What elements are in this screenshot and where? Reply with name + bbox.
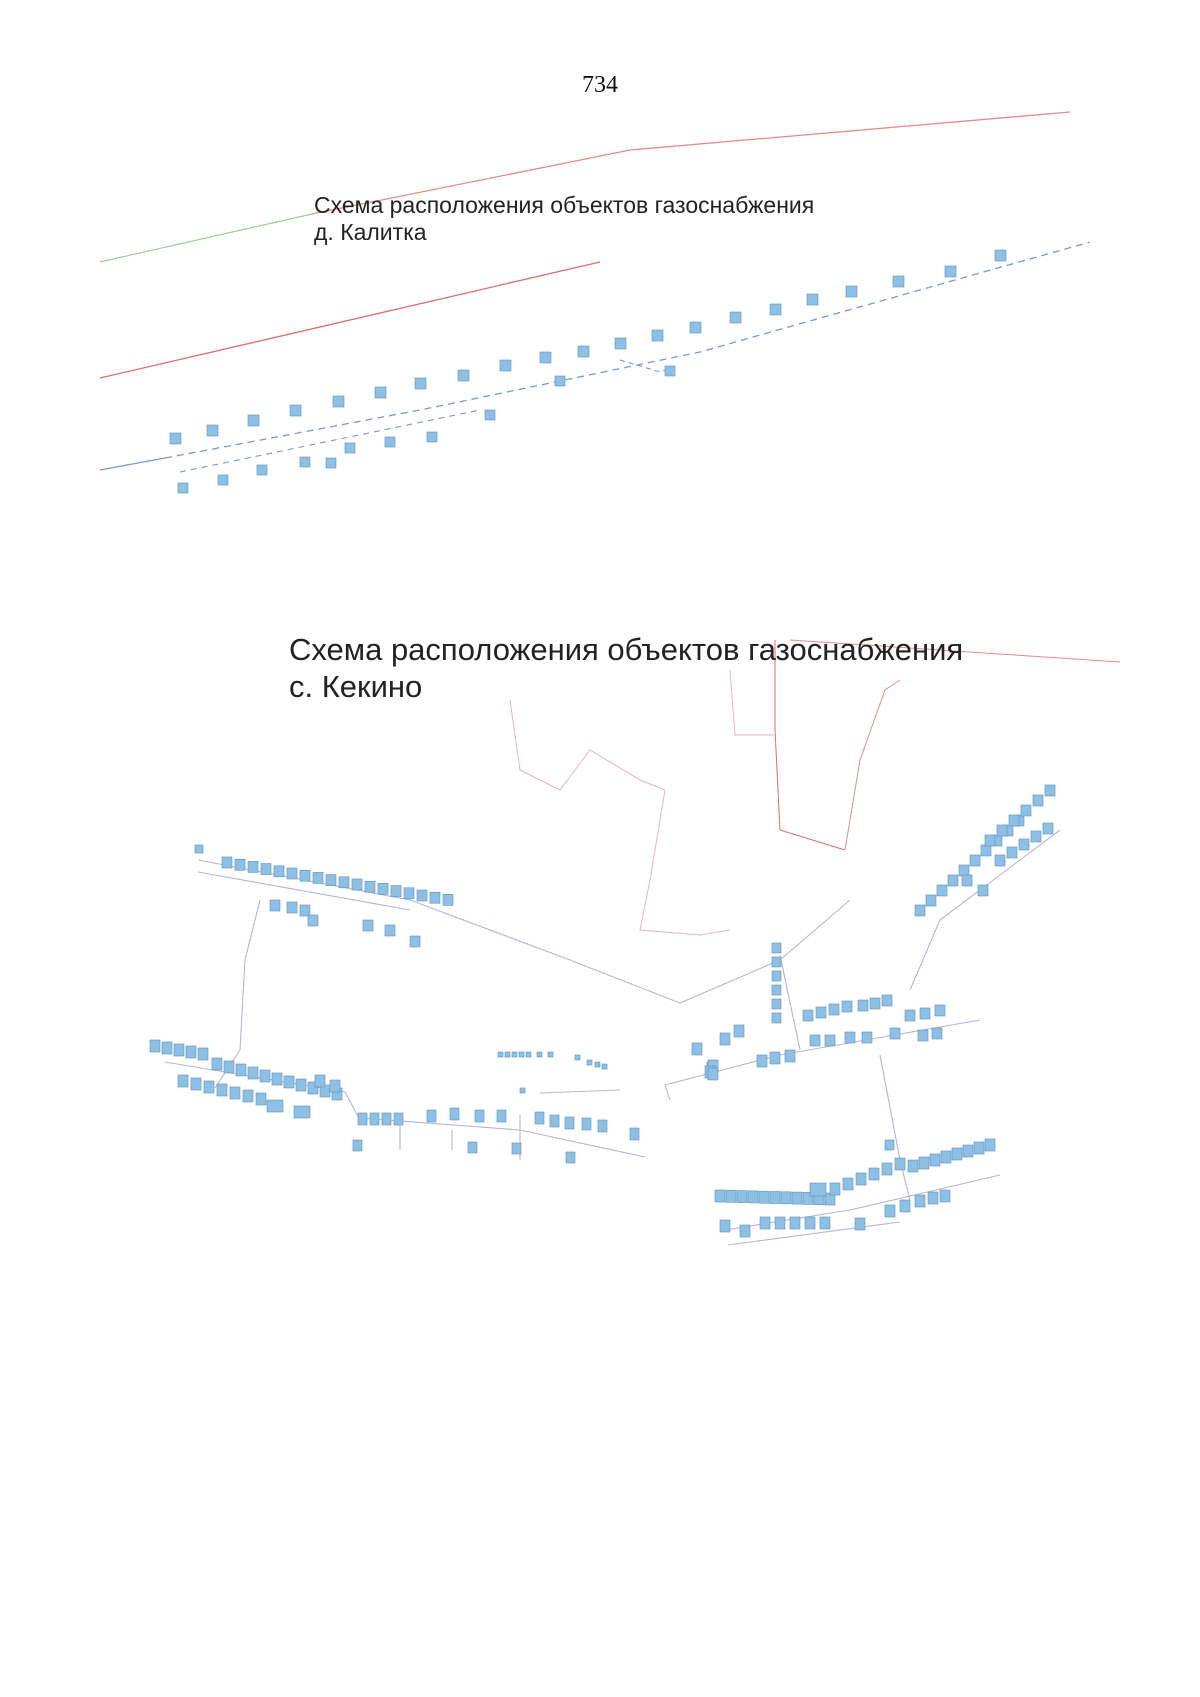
- building-marker: [981, 845, 991, 856]
- building-marker: [256, 1093, 266, 1105]
- gas-branch-mid: [620, 360, 672, 372]
- building-marker: [555, 376, 565, 386]
- road-green: [100, 214, 312, 262]
- building-marker: [890, 1028, 900, 1039]
- building-marker: [882, 995, 892, 1006]
- building-marker: [748, 1191, 758, 1203]
- building-marker: [315, 1075, 325, 1087]
- building-marker: [810, 1183, 826, 1196]
- building-marker: [900, 1200, 910, 1212]
- building-marker: [915, 905, 925, 916]
- building-marker: [290, 405, 301, 416]
- map-title-kalitka-line2: д. Калитка: [314, 219, 427, 246]
- building-marker: [905, 1010, 915, 1021]
- building-marker: [218, 475, 228, 485]
- building-marker: [178, 483, 188, 493]
- map-kalitka: [100, 112, 1090, 493]
- building-marker: [375, 387, 386, 398]
- building-marker: [261, 864, 271, 875]
- building-marker: [652, 330, 663, 341]
- building-marker: [772, 985, 781, 995]
- building-marker: [843, 1178, 853, 1190]
- building-marker: [427, 432, 437, 442]
- building-marker: [770, 304, 781, 315]
- gas-main-solid: [100, 458, 165, 470]
- building-marker: [450, 1108, 459, 1120]
- building-marker: [882, 1163, 892, 1175]
- building-marker: [803, 1010, 813, 1021]
- road-red-lower: [100, 262, 600, 378]
- map-title-kalitka-line1: Схема расположения объектов газоснабжения: [314, 192, 815, 218]
- building-marker: [730, 312, 741, 323]
- building-marker: [790, 1217, 800, 1229]
- building-marker: [260, 1070, 270, 1082]
- building-marker: [174, 1044, 184, 1056]
- building-marker: [308, 915, 318, 926]
- building-marker: [759, 1191, 769, 1203]
- building-marker: [737, 1191, 747, 1203]
- building-marker: [548, 1052, 553, 1057]
- map-kekino: [150, 640, 1120, 1245]
- building-marker: [330, 1080, 340, 1092]
- building-marker: [287, 868, 297, 879]
- building-marker: [997, 825, 1007, 836]
- building-marker: [300, 457, 310, 467]
- buildings-kekino: [150, 785, 1055, 1237]
- building-marker: [937, 885, 947, 896]
- building-marker: [198, 1048, 208, 1060]
- building-marker: [720, 1220, 730, 1232]
- building-marker: [792, 1192, 802, 1204]
- building-marker: [885, 1205, 895, 1217]
- building-marker: [274, 866, 284, 877]
- building-marker: [869, 1168, 879, 1180]
- building-marker: [326, 458, 336, 468]
- building-marker: [740, 1225, 750, 1237]
- building-marker: [363, 920, 373, 931]
- building-marker: [770, 1192, 780, 1204]
- building-marker: [385, 437, 395, 447]
- building-marker: [300, 905, 310, 916]
- building-marker: [1021, 805, 1031, 816]
- building-marker: [908, 1160, 918, 1172]
- building-marker: [365, 881, 375, 892]
- building-marker: [537, 1052, 542, 1057]
- building-marker: [540, 352, 551, 363]
- building-marker: [222, 857, 232, 868]
- building-marker: [582, 1118, 591, 1130]
- building-marker: [734, 1025, 744, 1037]
- building-marker: [895, 1158, 905, 1170]
- building-marker: [235, 859, 245, 870]
- map-title-kekino-line1: Схема расположения объектов газоснабжения: [289, 632, 964, 667]
- building-marker: [186, 1046, 196, 1058]
- building-marker: [842, 1001, 852, 1012]
- building-marker: [345, 443, 355, 453]
- building-marker: [353, 1140, 362, 1151]
- building-marker: [995, 855, 1005, 866]
- building-marker: [257, 465, 267, 475]
- building-marker: [352, 879, 362, 890]
- building-marker: [587, 1060, 592, 1065]
- building-marker: [178, 1075, 188, 1087]
- building-marker: [535, 1112, 544, 1124]
- building-marker: [326, 875, 336, 886]
- building-marker: [382, 1113, 391, 1125]
- building-marker: [919, 1157, 929, 1169]
- building-marker: [615, 338, 626, 349]
- building-marker: [512, 1052, 517, 1057]
- building-marker: [770, 1052, 780, 1064]
- building-marker: [816, 1007, 826, 1018]
- boundary-red-2: [845, 680, 900, 850]
- building-marker: [930, 1154, 940, 1166]
- building-marker: [945, 266, 956, 277]
- building-marker: [150, 1040, 160, 1052]
- building-marker: [443, 894, 453, 905]
- building-marker: [920, 1008, 930, 1019]
- building-marker: [720, 1033, 730, 1045]
- building-marker: [775, 1217, 785, 1229]
- building-marker: [505, 1052, 510, 1057]
- building-marker: [370, 1113, 379, 1125]
- building-marker: [207, 425, 218, 436]
- building-marker: [575, 1055, 580, 1060]
- building-marker: [715, 1190, 725, 1202]
- building-marker: [1033, 795, 1043, 806]
- building-marker: [1019, 839, 1029, 850]
- building-marker: [417, 890, 427, 901]
- building-marker: [248, 1067, 258, 1079]
- building-marker: [959, 865, 969, 876]
- building-marker: [974, 1142, 984, 1154]
- building-marker: [512, 1143, 521, 1154]
- building-marker: [519, 1052, 524, 1057]
- building-marker: [785, 1050, 795, 1062]
- building-marker: [294, 1106, 310, 1118]
- building-marker: [415, 378, 426, 389]
- building-marker: [807, 294, 818, 305]
- building-marker: [550, 1115, 559, 1127]
- page-number: 734: [582, 72, 618, 98]
- building-marker: [855, 1218, 865, 1230]
- building-marker: [391, 886, 401, 897]
- building-marker: [339, 877, 349, 888]
- building-marker: [475, 1110, 484, 1122]
- building-marker: [566, 1152, 575, 1163]
- building-marker: [272, 1073, 282, 1085]
- building-marker: [845, 1032, 855, 1043]
- buildings-kalitka: [170, 250, 1006, 493]
- building-marker: [772, 971, 781, 981]
- building-marker: [690, 322, 701, 333]
- building-marker: [284, 1076, 294, 1088]
- building-marker: [630, 1128, 639, 1140]
- building-marker: [856, 1173, 866, 1185]
- building-marker: [296, 1079, 306, 1091]
- building-marker: [217, 1084, 227, 1096]
- building-marker: [810, 1035, 820, 1046]
- building-marker: [526, 1052, 531, 1057]
- building-marker: [224, 1061, 234, 1073]
- building-marker: [772, 1013, 781, 1023]
- building-marker: [230, 1087, 240, 1099]
- building-marker: [162, 1042, 172, 1054]
- building-marker: [726, 1190, 736, 1202]
- building-marker: [595, 1062, 600, 1067]
- building-marker: [212, 1058, 222, 1070]
- building-marker: [427, 1110, 436, 1122]
- building-marker: [772, 999, 781, 1009]
- building-marker: [410, 936, 420, 947]
- building-marker: [170, 433, 181, 444]
- building-marker: [248, 415, 259, 426]
- map-title-kekino: [289, 632, 963, 705]
- building-marker: [858, 1000, 868, 1011]
- building-marker: [941, 1151, 951, 1163]
- building-marker: [300, 870, 310, 881]
- building-marker: [862, 1032, 872, 1043]
- building-marker: [757, 1055, 767, 1067]
- building-marker: [520, 1088, 525, 1093]
- building-marker: [378, 883, 388, 894]
- building-marker: [267, 1100, 283, 1112]
- building-marker: [772, 957, 781, 967]
- building-marker: [195, 845, 203, 853]
- building-marker: [805, 1217, 815, 1229]
- building-marker: [995, 250, 1006, 261]
- building-marker: [204, 1081, 214, 1093]
- building-marker: [940, 1190, 950, 1202]
- building-marker: [578, 346, 589, 357]
- building-marker: [932, 1028, 942, 1039]
- building-marker: [287, 902, 297, 913]
- building-marker: [404, 888, 414, 899]
- building-marker: [1031, 831, 1041, 842]
- building-marker: [692, 1043, 702, 1055]
- building-marker: [825, 1035, 835, 1046]
- building-marker: [248, 861, 258, 872]
- building-marker: [602, 1064, 607, 1069]
- building-marker: [430, 892, 440, 903]
- building-marker: [915, 1195, 925, 1207]
- building-marker: [928, 1192, 938, 1204]
- building-marker: [952, 1148, 962, 1160]
- building-marker: [985, 1139, 995, 1151]
- map-title-kekino-line2: с. Кекино: [289, 668, 423, 704]
- building-marker: [985, 835, 995, 846]
- building-marker: [935, 1005, 945, 1016]
- building-marker: [830, 1183, 840, 1195]
- building-marker: [358, 1113, 367, 1125]
- building-marker: [918, 1030, 928, 1041]
- building-marker: [1009, 815, 1019, 826]
- building-marker: [1045, 785, 1055, 796]
- map-title-kalitka: [314, 192, 814, 246]
- building-marker: [458, 370, 469, 381]
- building-marker: [978, 885, 988, 896]
- building-marker: [270, 900, 280, 911]
- building-marker: [385, 925, 395, 936]
- building-marker: [893, 276, 904, 287]
- building-marker: [236, 1064, 246, 1076]
- boundary-pink-1: [510, 700, 665, 790]
- boundary-pink-2: [640, 790, 730, 935]
- building-marker: [846, 286, 857, 297]
- building-marker: [926, 895, 936, 906]
- building-marker: [500, 360, 511, 371]
- building-marker: [1007, 847, 1017, 858]
- building-marker: [468, 1142, 477, 1153]
- building-marker: [708, 1068, 718, 1080]
- building-marker: [394, 1113, 403, 1125]
- building-marker: [760, 1217, 770, 1229]
- building-marker: [820, 1217, 830, 1229]
- building-marker: [948, 875, 958, 886]
- building-marker: [963, 1145, 973, 1157]
- building-marker: [598, 1120, 607, 1132]
- building-marker: [829, 1004, 839, 1015]
- building-marker: [498, 1052, 503, 1057]
- building-marker: [485, 410, 495, 420]
- building-marker: [870, 998, 880, 1009]
- building-marker: [191, 1078, 201, 1090]
- building-marker: [1043, 823, 1053, 834]
- building-marker: [962, 875, 972, 886]
- building-marker: [497, 1110, 506, 1122]
- building-marker: [665, 366, 675, 376]
- building-marker: [970, 855, 980, 866]
- building-marker: [313, 872, 323, 883]
- building-marker: [243, 1090, 253, 1102]
- building-marker: [885, 1140, 894, 1150]
- building-marker: [772, 943, 781, 953]
- building-marker: [333, 396, 344, 407]
- building-marker: [781, 1192, 791, 1204]
- building-marker: [565, 1117, 574, 1129]
